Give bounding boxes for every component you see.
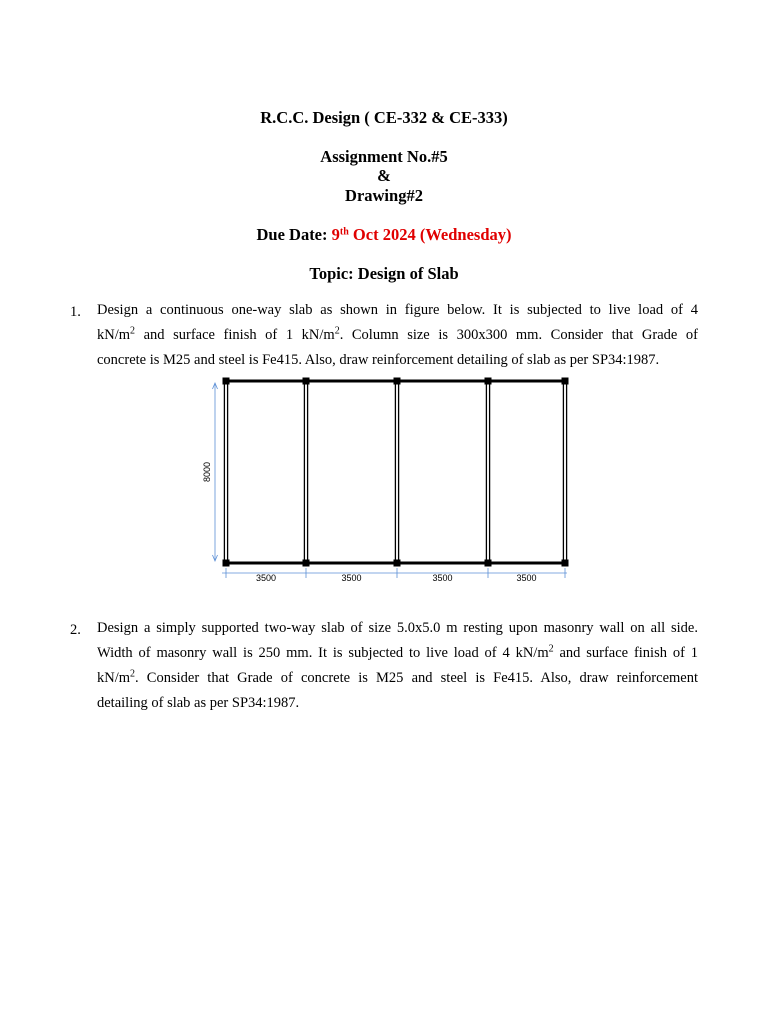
column-3 — [394, 560, 401, 567]
ampersand: & — [377, 166, 391, 185]
span-dimension-label: 3500 — [516, 573, 537, 583]
question-1-line: $kN/m^2$ and surface finish of 1 $kN/m^2$. Column size is 300x300 mm. Consider that Grade of — [97, 325, 698, 343]
column-2 — [303, 378, 310, 385]
column-5 — [562, 378, 569, 385]
column-5 — [562, 560, 569, 567]
column-1 — [223, 378, 230, 385]
question-2-number: 2. — [70, 622, 81, 638]
question-2-text — [97, 616, 698, 716]
slab-plan-diagram — [198, 374, 578, 586]
question-1-line: Design a continuous one-way slab as shown in figure below. It is subjected to live load of 4 — [97, 302, 698, 318]
question-1-text — [97, 298, 698, 373]
span-dimension-label: 3500 — [255, 573, 277, 583]
question-2-line: Design a simply supported two-way slab of size 5.0x5.0 m resting upon masonry wall on all side. — [97, 620, 698, 636]
course-title: R.C.C. Design ( CE-332 & CE-333) — [260, 108, 508, 127]
topic-title: Topic: Design of Slab — [309, 264, 459, 283]
question-1-number: 1. — [70, 304, 81, 320]
question-1-line: concrete is M25 and steel is Fe415. Also, draw reinforcement detailing of slab as per SP34:1987. — [97, 352, 660, 368]
column-4 — [485, 560, 492, 567]
question-2-line: Width of masonry wall is 250 mm. It is subjected to live load of 4 $kN/m^2$ and surface finish of 1 — [97, 643, 699, 661]
due-date — [0, 225, 768, 245]
due-date-label: Due Date: — [256, 225, 332, 244]
due-date-value: 9th Oct 2024 (Wednesday) — [331, 225, 512, 244]
drawing-number: Drawing#2 — [345, 186, 423, 205]
column-2 — [303, 560, 310, 567]
span-dimension-label: 3500 — [432, 573, 453, 583]
assignment-number: Assignment No.#5 — [320, 147, 448, 166]
span-dimension-label: 3500 — [341, 573, 362, 583]
vertical-dimension-label: 8000 — [202, 461, 212, 483]
column-4 — [485, 378, 492, 385]
column-3 — [394, 378, 401, 385]
question-2-line: detailing of slab as per SP34:1987. — [97, 695, 300, 711]
question-2-line: $kN/m^2$. Consider that Grade of concrete is M25 and steel is Fe415. Also, draw reinforcement — [97, 668, 698, 686]
column-1 — [223, 560, 230, 567]
